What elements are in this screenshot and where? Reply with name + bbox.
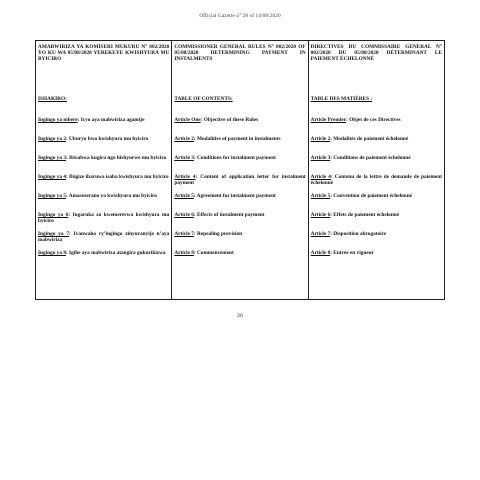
toc-item[interactable]: Ingingo ya 2: Uburyo bwo kwishyura mu byiciro bbox=[38, 136, 149, 142]
toc-item[interactable]: Ingingo ya 6: Ingaruka zo kwemererwa kwishyura mu byiciro bbox=[38, 212, 170, 225]
toc-item[interactable]: Article 7: Disposition abrogatoire bbox=[310, 231, 387, 237]
toc-item[interactable]: Ingingo ya 4: Ibigize ibaruwa isaba kwishyura mu byiciro bbox=[38, 174, 169, 180]
toc-item[interactable]: Article 6: Effects of instalment payment bbox=[174, 212, 265, 218]
document-table bbox=[35, 40, 445, 300]
toc-item[interactable]: Article 4: Contenu de la lettre de demande de paiement échelonné bbox=[310, 174, 442, 187]
toc-item[interactable]: Article 4: Content of application letter for instalment payment bbox=[174, 174, 306, 187]
toc-item[interactable]: Article 5: Convention de paiement échelonné bbox=[310, 193, 413, 199]
toc-heading: TABLE OF CONTENTS: bbox=[174, 96, 233, 102]
toc-item[interactable]: Ingingo ya mbere: Icyo aya mabwiriza agamije bbox=[38, 117, 145, 123]
toc-heading: TABLE DES MATIÈRES : bbox=[310, 96, 373, 102]
column-kinyarwanda bbox=[36, 41, 171, 299]
toc-item[interactable]: Article 3: Conditions for instalment payment bbox=[174, 155, 276, 161]
toc-item[interactable]: Article 7: Repealing provision bbox=[174, 231, 243, 237]
page-number: 20 bbox=[237, 313, 243, 319]
toc-item[interactable]: Ingingo ya 7: Ivanwaho ry’ingingo zinyuranyije n’aya mabwiriza bbox=[38, 231, 170, 244]
toc-heading: ISHAKIRO: bbox=[38, 96, 67, 102]
toc-item[interactable]: Article 2: Modalités de paiement échelonné bbox=[310, 136, 409, 142]
column-title: AMABWIRIZA YA KOMISERI MUKURU N° 002/2020 YO KU WA 05/08/2020 YEREKEYE KWISHYURA MU BYICIRO bbox=[38, 44, 170, 63]
toc-item[interactable]: Article 8: Entrée en vigueur bbox=[310, 250, 374, 256]
toc-item[interactable]: Article 3: Conditions de paiement échelonné bbox=[310, 155, 411, 161]
toc-item[interactable]: Article 6: Effets de paiement échelonné bbox=[310, 212, 400, 218]
toc-item[interactable]: Article Premier: Objet de ces Directives bbox=[310, 117, 401, 123]
toc-item[interactable]: Article 8: Commencement bbox=[174, 250, 234, 256]
column-french bbox=[308, 41, 444, 299]
gazette-header: Official Gazette n° 28 of 14/08/2020 bbox=[199, 13, 281, 19]
toc-item[interactable]: Article One: Objective of these Rules bbox=[174, 117, 259, 123]
toc-item[interactable]: Ingingo ya 5: Amasezerano yo kwishyura mu byiciro bbox=[38, 193, 157, 199]
toc-item[interactable]: Article 5: Agreement for instalment payment bbox=[174, 193, 276, 199]
toc-item[interactable]: Ingingo ya 8: Igihe aya mabwiriza atangira gukurikizwa bbox=[38, 250, 166, 256]
column-title: COMMISSIONER GENERAL RULES N° 002/2020 OF 05/08/2020 DETERMINING PAYMENT IN INSTALMENTS bbox=[174, 44, 306, 63]
toc-item[interactable]: Article 2: Modalities of payment in instalments bbox=[174, 136, 281, 142]
toc-item[interactable]: Ingingo ya 3: Ibisabwa kugira ngo hishyurwe mu byiciro bbox=[38, 155, 167, 161]
column-english bbox=[171, 41, 307, 299]
column-title: DIRECTIVES DU COMMISSAIRE GENERAL N° 002/2020 DU 05/08/2020 DÉTERMINANT LE PAIEMENT ÉCHELONNÉ bbox=[310, 44, 442, 63]
